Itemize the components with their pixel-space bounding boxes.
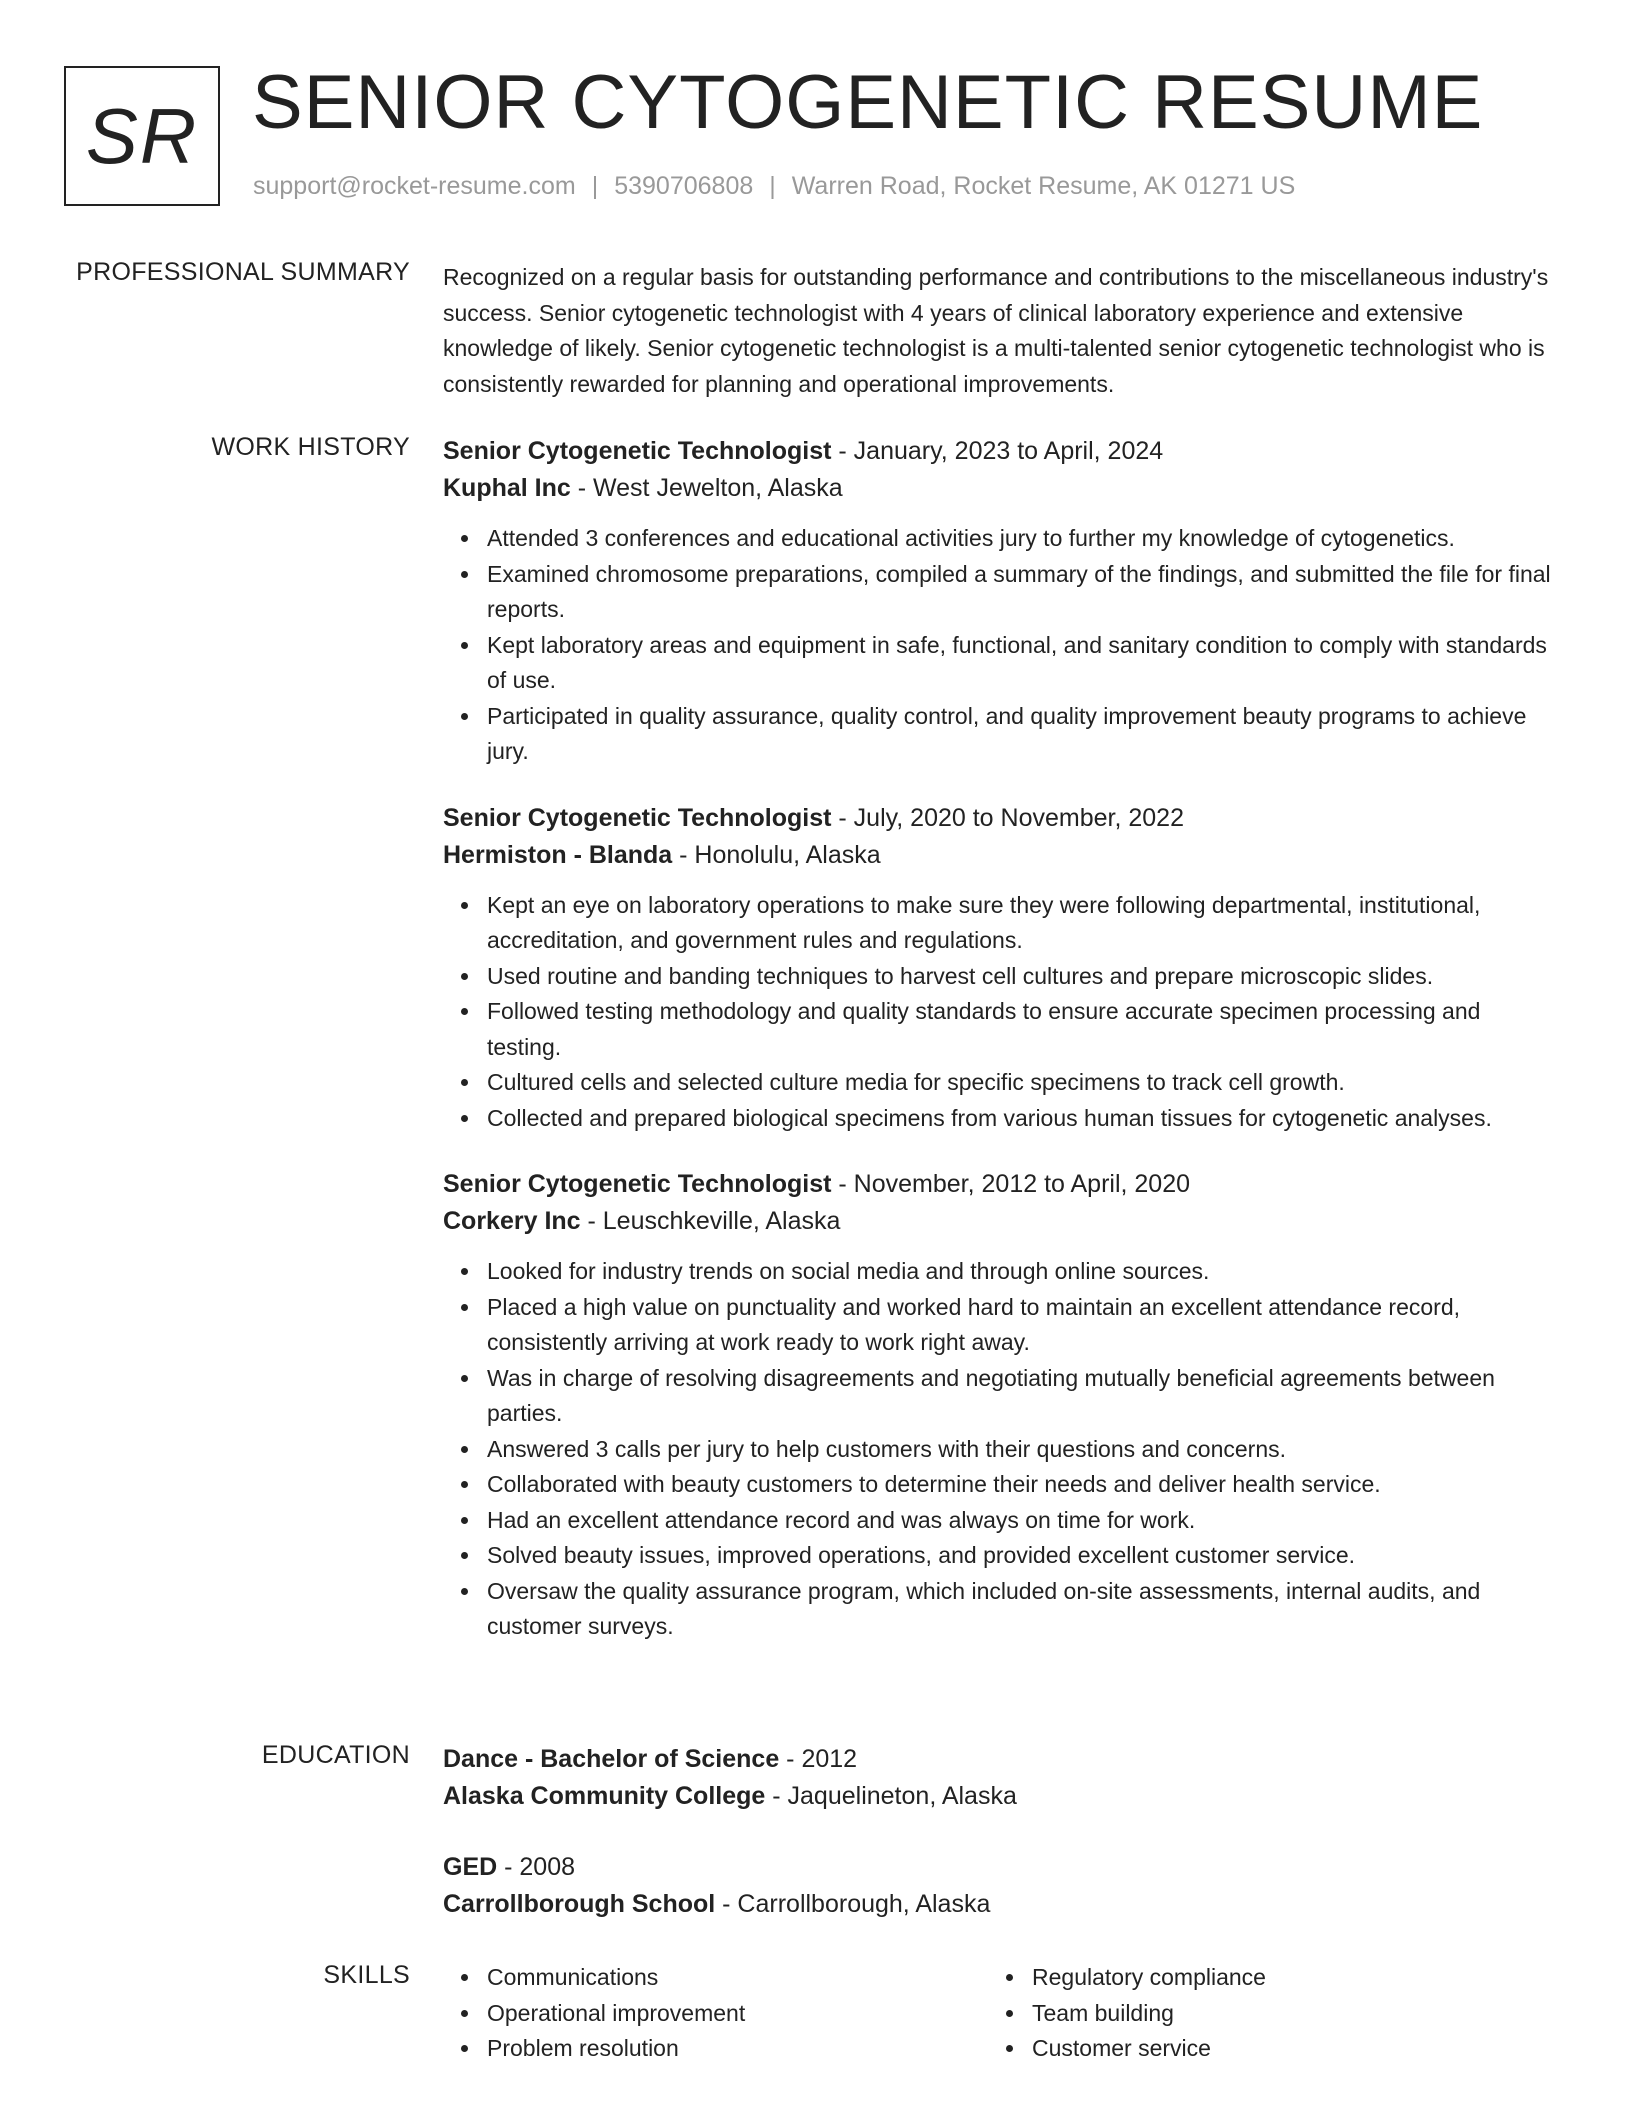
list-item: Participated in quality assurance, quality control, and quality improvement beauty programs to achieve jury. xyxy=(443,699,1555,770)
list-item: Placed a high value on punctuality and worked hard to maintain an excellent attendance record, consistently arriving at work ready to work right away. xyxy=(443,1290,1555,1361)
education-entry xyxy=(443,1741,1555,1815)
list-item: Kept laboratory areas and equipment in safe, functional, and sanitary condition to comply with standards of use. xyxy=(443,628,1555,699)
contact-phone: 5390706808 xyxy=(614,172,754,200)
list-item: Attended 3 conferences and educational activities jury to further my knowledge of cytogenetics. xyxy=(443,521,1555,557)
section-label-work-history: WORK HISTORY xyxy=(211,433,410,461)
list-item: Answered 3 calls per jury to help customers with their questions and concerns. xyxy=(443,1432,1555,1468)
list-item: Looked for industry trends on social media and through online sources. xyxy=(443,1254,1555,1290)
job-dates: - November, 2012 to April, 2020 xyxy=(831,1170,1191,1198)
work-history-body xyxy=(443,433,1555,1675)
job-title: Senior Cytogenetic Technologist xyxy=(443,437,832,465)
job-company-line xyxy=(443,470,1555,507)
job-title-line xyxy=(443,800,1555,837)
skill-item: Problem resolution xyxy=(443,2031,988,2067)
job-title: Senior Cytogenetic Technologist xyxy=(443,1170,832,1198)
skill-item: Regulatory compliance xyxy=(988,1960,1533,1996)
education-entry xyxy=(443,1849,1555,1923)
job-entry xyxy=(443,1166,1555,1645)
job-bullets xyxy=(443,521,1555,770)
job-company: Hermiston - Blanda xyxy=(443,840,673,869)
job-company: Corkery Inc xyxy=(443,1207,581,1235)
job-entry xyxy=(443,433,1555,770)
contact-separator: | xyxy=(769,172,776,200)
job-title: Senior Cytogenetic Technologist xyxy=(443,803,832,832)
education-location: - Carrollborough, Alaska xyxy=(715,1890,991,1918)
summary-text: Recognized on a regular basis for outstanding performance and contributions to the miscellaneous industry's success. Senior cytogenetic technologist with 4 years of clinical laboratory experience and extensive knowledge of likely. Senior cytogenetic technologist is a multi-talented senior cytogenetic technologist who is consistently rewarded for planning and operational improvements. xyxy=(443,264,1549,397)
list-item: Used routine and banding techniques to harvest cell cultures and prepare microscopic slides. xyxy=(443,959,1555,995)
skill-item: Communications xyxy=(443,1960,988,1996)
list-item: Cultured cells and selected culture media for specific specimens to track cell growth. xyxy=(443,1065,1555,1101)
list-item: Had an excellent attendance record and was always on time for work. xyxy=(443,1503,1555,1539)
skills-list xyxy=(443,1960,1555,2067)
job-location: - West Jewelton, Alaska xyxy=(570,474,843,502)
skills-body xyxy=(443,1960,1555,2067)
job-bullets xyxy=(443,1254,1555,1645)
education-school: Alaska Community College xyxy=(443,1782,766,1810)
education-degree-line xyxy=(443,1741,1555,1778)
section-label-skills: SKILLS xyxy=(323,1961,410,1989)
section-label-summary: PROFESSIONAL SUMMARY xyxy=(76,258,410,286)
resume-title: SENIOR CYTOGENETIC RESUME xyxy=(252,60,1484,145)
education-degree-line xyxy=(443,1849,1555,1886)
list-item: Followed testing methodology and quality standards to ensure accurate specimen processing and testing. xyxy=(443,994,1555,1065)
job-company-line xyxy=(443,1203,1555,1240)
skill-item: Customer service xyxy=(988,2031,1533,2067)
job-dates: - January, 2023 to April, 2024 xyxy=(831,437,1164,465)
education-school-line xyxy=(443,1778,1555,1815)
education-degree: Dance - Bachelor of Science xyxy=(443,1745,780,1773)
contact-email: support@rocket-resume.com xyxy=(253,172,576,200)
skill-item: Team building xyxy=(988,1996,1533,2032)
education-body xyxy=(443,1741,1555,1957)
contact-address: Warren Road, Rocket Resume, AK 01271 US xyxy=(791,172,1296,200)
job-location: - Leuschkeville, Alaska xyxy=(580,1207,841,1235)
list-item: Solved beauty issues, improved operations, and provided excellent customer service. xyxy=(443,1538,1555,1574)
list-item: Collaborated with beauty customers to determine their needs and deliver health service. xyxy=(443,1467,1555,1503)
education-school-line xyxy=(443,1886,1555,1923)
job-entry xyxy=(443,800,1555,1137)
job-location: - Honolulu, Alaska xyxy=(672,840,881,869)
contact-line xyxy=(253,172,1295,201)
monogram-badge xyxy=(64,66,220,206)
job-title-line xyxy=(443,433,1555,470)
monogram-initials: SR xyxy=(85,91,199,180)
education-school: Carrollborough School xyxy=(443,1890,716,1918)
job-company-line xyxy=(443,837,1555,874)
list-item: Oversaw the quality assurance program, which included on-site assessments, internal audits, and customer surveys. xyxy=(443,1574,1555,1645)
list-item: Kept an eye on laboratory operations to make sure they were following departmental, institutional, accreditation, and government rules and regulations. xyxy=(443,888,1555,959)
list-item: Was in charge of resolving disagreements and negotiating mutually beneficial agreements between parties. xyxy=(443,1361,1555,1432)
contact-separator: | xyxy=(591,172,599,200)
education-location: - Jaquelineton, Alaska xyxy=(765,1782,1017,1810)
job-dates: - July, 2020 to November, 2022 xyxy=(831,803,1184,832)
job-title-line xyxy=(443,1166,1555,1203)
summary-body xyxy=(443,260,1555,402)
list-item: Collected and prepared biological specimens from various human tissues for cytogenetic analyses. xyxy=(443,1101,1555,1137)
list-item: Examined chromosome preparations, compiled a summary of the findings, and submitted the file for final reports. xyxy=(443,557,1555,628)
section-label-education: EDUCATION xyxy=(261,1741,410,1769)
job-company: Kuphal Inc xyxy=(443,474,571,502)
skill-item: Operational improvement xyxy=(443,1996,988,2032)
job-bullets xyxy=(443,888,1555,1137)
education-year: - 2012 xyxy=(779,1745,858,1773)
education-degree: GED xyxy=(443,1853,498,1881)
education-year: - 2008 xyxy=(497,1853,576,1881)
